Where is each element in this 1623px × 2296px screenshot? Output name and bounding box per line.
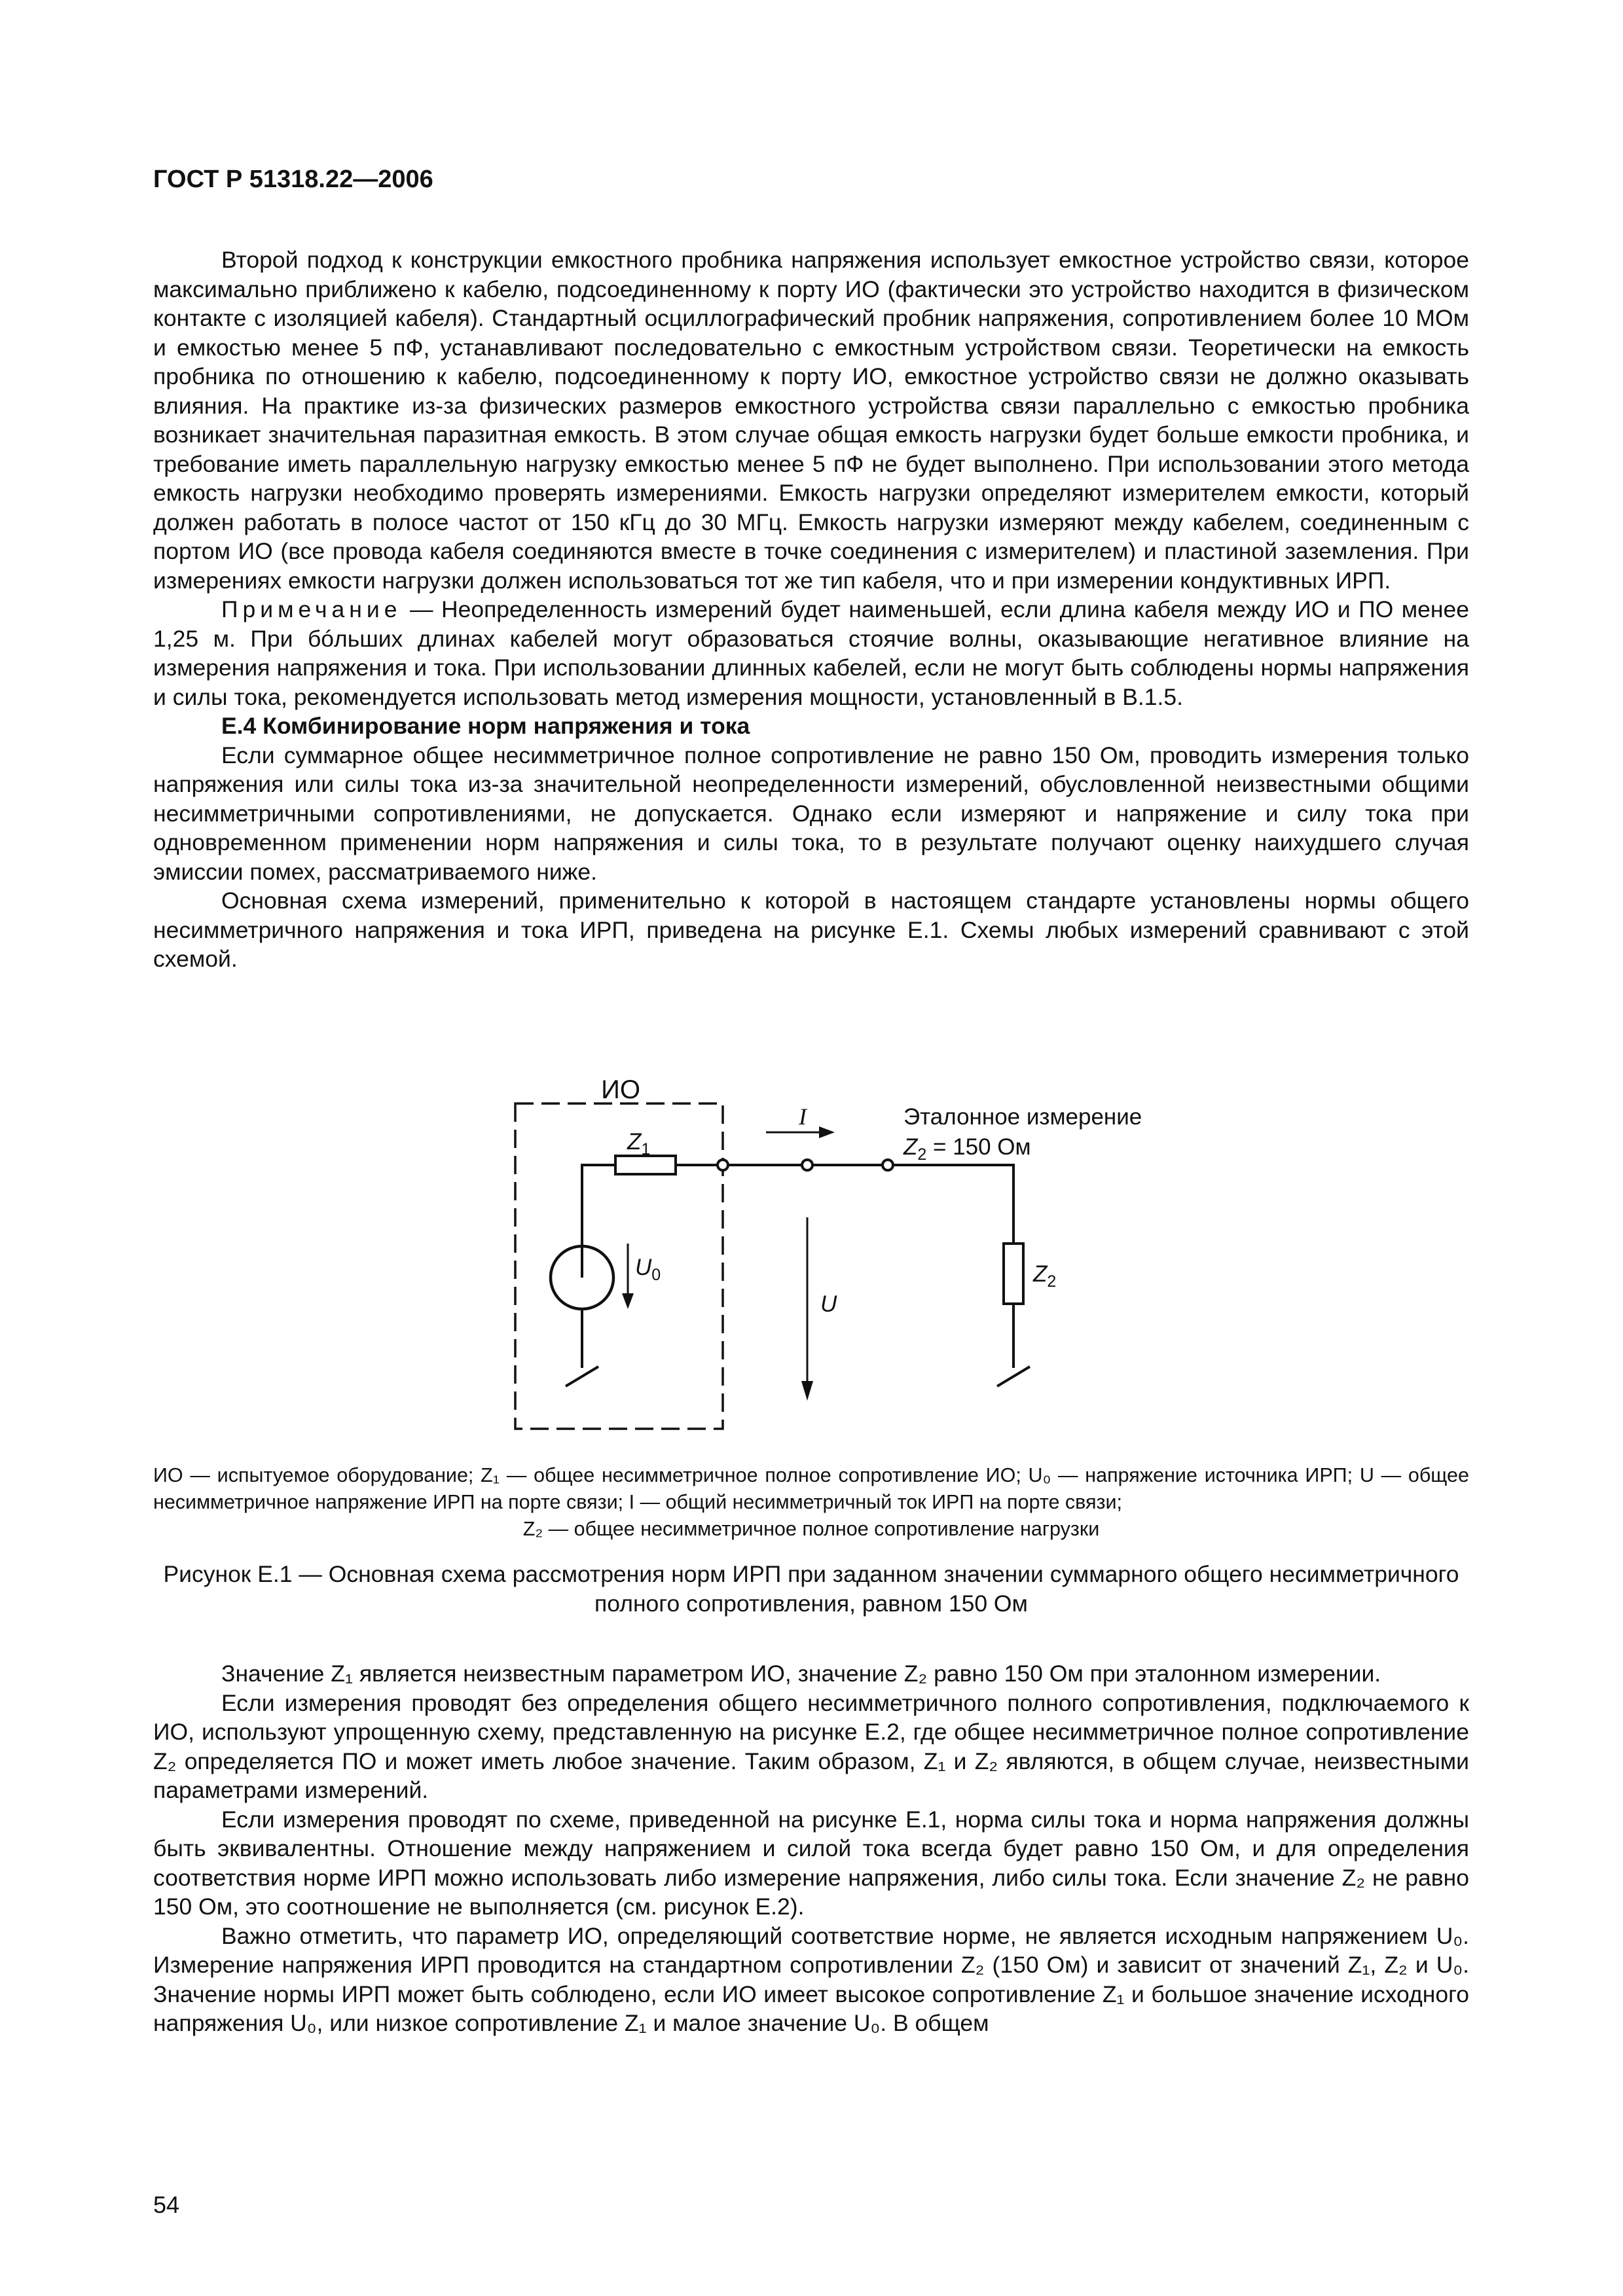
- eut-box: [515, 1103, 723, 1429]
- page-number: 54: [153, 2191, 180, 2218]
- z2-label: $Z_2$: [1033, 1261, 1057, 1291]
- legend-line: ИО — испытуемое оборудование; Z₁ — общее несимметричное полное сопротивление ИО; U₀ — напряжение источника ИРП; U — общее несимметричное напряжение ИРП на порте связи; I — общий несимметричный ток ИРП на порте связи;: [153, 1464, 1469, 1513]
- voltage-arrow-icon: [801, 1381, 813, 1401]
- figure-caption: Рисунок Е.1 — Основная схема рассмотрения норм ИРП при заданном значении суммарного общего несимметричного полного сопротивления, равном 150 Ом: [163, 1561, 1459, 1617]
- ground-icon: [566, 1367, 598, 1386]
- paragraph: Важно отметить, что параметр ИО, определяющий соответствие норме, не является исходным напряжением U₀. Измерение напряжения ИРП проводится на стандартном сопротивлении Z₂ (150 Ом) и зависит от значений Z₁, Z₂ и U₀. Значение нормы ИРП может быть соблюдено, если ИО имеет высокое сопротивление Z₁ и большое значение исходного напряжения U₀, или низкое сопротивление Z₁ и малое значение U₀. В общем: [153, 1922, 1469, 2036]
- paragraph: Второй подход к конструкции емкостного пробника напряжения использует емкостное устройство связи, которое максимально приближено к кабелю, подсоединенному к порту ИО (фактически это устройство находится в физическом контакте с изоляцией кабеля). Стандартный осциллографический пробник напряжения, сопротивлением более 10 МОм и емкостью менее 5 пФ, устанавливают последовательно с емкостным устройством связи. Теоретически на емкость пробника по отношению к кабелю, подсоединенному к порту ИО, емкостное устройство связи не должно оказывать влияния. На практике из-за физических размеров емкостного устройства связи параллельно с емкостью пробника возникает значительная паразитная емкость. В этом случае общая емкость нагрузки будет больше емкости пробника, и требование иметь параллельную нагрузку емкостью менее 5 пФ не будет выполнено. При использовании этого метода емкость нагрузки необходимо проверять измерениями. Емкость нагрузки определяют измерителем емкости, который должен работать в полосе частот от 150 кГц до 30 МГц. Емкость нагрузки измеряют между кабелем, соединенным с портом ИО (все провода кабеля соединяются вместе в точке соединения с измерителем) и пластиной заземления. При измерениях емкости нагрузки должен использоваться тот же тип кабеля, что и при измерении кондуктивных ИРП.: [153, 247, 1469, 594]
- paragraph: Основная схема измерений, применительно к которой в настоящем стандарте установлены нормы общего несимметричного напряжения и тока ИРП, приведена на рисунке Е.1. Схемы любых измерений сравнивают с этой схемой.: [153, 888, 1469, 972]
- paragraph: Если измерения проводят без определения общего несимметричного полного сопротивления, подключаемого к ИО, используют упрощенную схему, представленную на рисунке Е.2, где общее несимметричное полное сопротивление Z₂ определяется ПО и может иметь любое значение. Таким образом, Z₁ и Z₂ являются, в общем случае, неизвестными параметрами измерений.: [153, 1689, 1469, 1803]
- voltage-arrow-icon: [622, 1293, 634, 1309]
- current-label: I: [799, 1103, 807, 1130]
- eut-label: ИО: [601, 1075, 640, 1104]
- note-text: — Неопределенность измерений будет наименьшей, если длина кабеля между ИО и ПО менее 1,25 м. При бóльших длинах кабелей могут образоваться стоячие волны, оказывающие негативное влияние на измерения напряжения и тока. При использовании длинных кабелей, если не могут быть соблюдены нормы напряжения и силы тока, рекомендуется использовать метод измерения мощности, установленный в В.1.5.: [153, 596, 1469, 710]
- reference-z-label: $Z_2 = 150$ Ом: [903, 1134, 1031, 1164]
- z1-label: $Z_1$: [627, 1129, 651, 1158]
- paragraph: Значение Z₁ является неизвестным параметром ИО, значение Z₂ равно 150 Ом при эталонном измерении.: [221, 1660, 1381, 1687]
- body-section-2: [153, 1659, 1469, 2038]
- z2-resistor: [1004, 1244, 1023, 1304]
- terminal: [718, 1160, 728, 1170]
- u0-label: $U_0$: [635, 1255, 661, 1284]
- reference-label: Эталонное измерение: [903, 1104, 1142, 1130]
- note-label: Примечание: [221, 596, 402, 622]
- z1-resistor: [615, 1156, 676, 1174]
- document-header: ГОСТ Р 51318.22—2006: [153, 166, 433, 193]
- legend-line: Z₂ — общее несимметричное полное сопротивление нагрузки: [522, 1518, 1100, 1540]
- section-heading: Е.4 Комбинирование норм напряжения и тока: [221, 713, 750, 739]
- ground-icon: [997, 1367, 1030, 1386]
- paragraph: Если суммарное общее несимметричное полное сопротивление не равно 150 Ом, проводить измерения только напряжения или силы тока из-за значительной неопределенности измерений, обусловленной неизвестными общими несимметричными сопротивлениями, не допускается. Однако если измеряют и напряжение и силу тока при одновременном применении норм напряжения и силы тока, то в результате получают оценку наихудшего случая эмиссии помех, рассматриваемого ниже.: [153, 742, 1469, 885]
- terminal: [883, 1160, 893, 1170]
- current-arrow-icon: [819, 1126, 835, 1138]
- u-label: U: [820, 1291, 837, 1317]
- paragraph: Если измерения проводят по схеме, приведенной на рисунке Е.1, норма силы тока и норма напряжения должны быть эквивалентны. Отношение между напряжением и силой тока всегда будет равно 150 Ом, и для определения соответствия норме ИРП можно использовать либо измерение напряжения, либо силы тока. Если значение Z₂ не равно 150 Ом, это соотношение не выполняется (см. рисунок Е.2).: [153, 1806, 1469, 1920]
- figure-legend: [153, 1462, 1469, 1543]
- terminal: [802, 1160, 812, 1170]
